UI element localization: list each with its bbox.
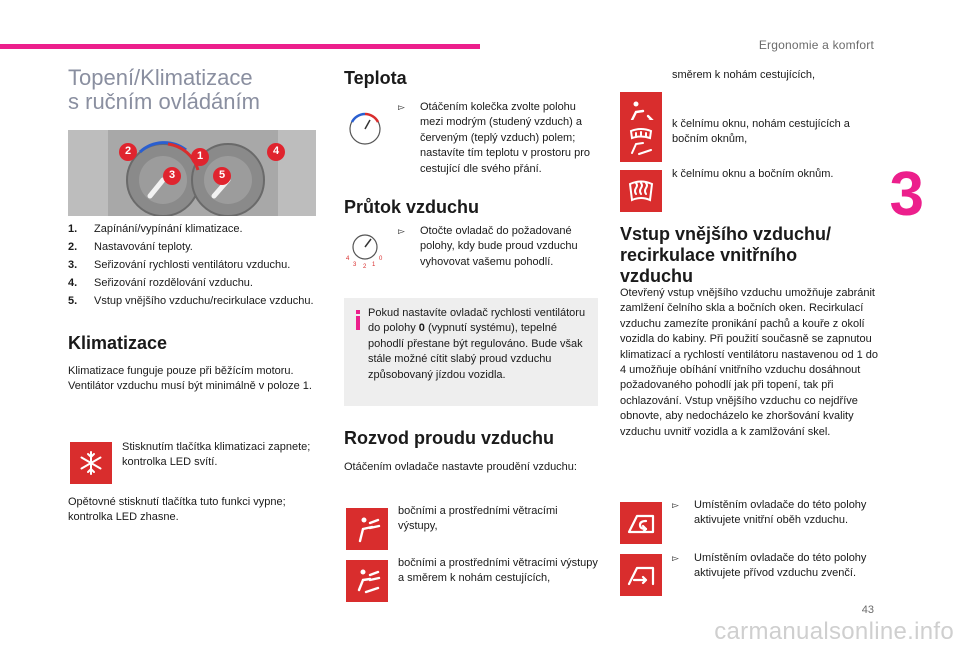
distribution-heading: Rozvod proudu vzduchu xyxy=(344,428,554,448)
recirculation-heading: Vstup vnějšího vzduchu/ recirkulace vnitřního vzduchu xyxy=(620,224,832,286)
defrost-icon xyxy=(620,170,662,212)
airflow-instruction: ▻ Otočte ovladač do požadované polohy, kdy bude proud vzduchu vyhovovat vašemu pohodlí. xyxy=(398,225,578,268)
bullet-marker-icon: ▻ xyxy=(398,102,405,112)
ac-off-text: Opětovné stisknutí tlačítka tuto funkci vypne; kontrolka LED zhasne. xyxy=(68,496,286,524)
airflow-heading: Průtok vzduchu xyxy=(344,197,480,217)
distribution-option-text: směrem k nohám cestujících, xyxy=(672,69,816,81)
ac-button-text: Stisknutím tlačítka klimatizaci zapnete; kontrolka LED svítí. xyxy=(122,441,311,469)
recirculation-icon xyxy=(620,502,662,544)
control-legend xyxy=(68,222,318,312)
fan-speed-dial-icon: 4 3 2 1 0 xyxy=(344,228,386,270)
distribution-option-text: k čelnímu oknu, nohám cestujících a bočním oknům, xyxy=(672,118,850,146)
snowflake-icon xyxy=(70,442,112,484)
ac-paragraph: Klimatizace funguje pouze při běžícím motoru. Ventilátor vzduchu musí být minimálně v poloze 1. xyxy=(68,365,312,393)
bullet-marker-icon: ▻ xyxy=(398,226,405,236)
photo-marker: 3 xyxy=(168,169,176,181)
temperature-heading: Teplota xyxy=(344,68,407,88)
fresh-air-icon xyxy=(620,554,662,596)
watermark: carmanualsonline.info xyxy=(714,618,954,645)
distribution-option-text: bočními a prostředními větracími výstupy, xyxy=(398,505,558,533)
distribution-paragraph: Otáčením ovladače nastavte proudění vzduchu: xyxy=(344,461,577,473)
control-panel-photo xyxy=(68,130,316,216)
face-feet-icon xyxy=(346,560,388,602)
list-item: 4. Seřizování rozdělování vzduchu. xyxy=(68,277,253,289)
bullet-marker-icon: ▻ xyxy=(672,500,679,510)
bullet-marker-icon: ▻ xyxy=(672,553,679,563)
ac-heading: Klimatizace xyxy=(68,333,168,353)
header-accent-bar xyxy=(0,44,480,49)
section-title: Ergonomie a komfort xyxy=(758,38,874,52)
info-icon xyxy=(354,310,362,330)
photo-marker: 1 xyxy=(196,150,204,162)
distribution-option-text: bočními a prostředními větracími výstupy a směrem k nohám cestujících, xyxy=(398,557,598,585)
temperature-dial-icon xyxy=(344,108,386,150)
fresh-air-instruction: ▻ Umístěním ovladače do této polohy aktivujete přívod vzduchu zvenčí. xyxy=(672,552,867,580)
page-number: 43 xyxy=(861,604,874,616)
recirculation-instruction: ▻ Umístěním ovladače do této polohy aktivujete vnitřní oběh vzduchu. xyxy=(672,499,867,527)
temperature-instruction: ▻ Otáčením kolečka zvolte polohu mezi modrým (studený vzduch) a červeným (teplý vzduch) polem; nastavíte tím teplotu v prostoru pro cestující dle svého přání. xyxy=(398,101,590,175)
photo-marker: 2 xyxy=(124,145,132,157)
list-item: 1. Zapínání/vypínání klimatizace. xyxy=(68,223,243,235)
page-title: Topení/Klimatizace s ručním ovládáním xyxy=(68,65,260,114)
distribution-option-text: k čelnímu oknu a bočním oknům. xyxy=(672,168,834,180)
photo-marker: 5 xyxy=(218,169,226,181)
photo-marker: 4 xyxy=(272,145,280,157)
face-vents-icon xyxy=(346,508,388,550)
info-note: Pokud nastavíte ovladač rychlosti ventilátoru do polohy 0 (vypnutí systému), tepelné pohodlí přestane být regulováno. Bude však stále možné cítit slabý proud vzduchu způsobovaný jízdou vozidla. xyxy=(344,298,598,406)
list-item: 3. Seřizování rychlosti ventilátoru vzduchu. xyxy=(68,259,291,271)
chapter-number: 3 xyxy=(889,160,924,229)
recirculation-paragraph: Otevřený vstup vnějšího vzduchu umožňuje zabránit zamlžení čelního skla a bočních oken. Recirkulací vzduchu zamezíte pronikání pachů a kouře z okolí vozidla do kabiny. Při použití současně se zapnutou klimatizací a rychlostí ventilátoru nastavenou od 1 do 4 umožňuje obíhání vnitřního vzduchu dosáhnout požadovaného pohodlí jak při topení, tak při ochlazování. Vstup vnějšího vzduchu co nejdříve obnovte, aby nedocházelo ke zhoršování kvality vzduchu uvnitř vozidla a k zamlžování skel. xyxy=(620,287,879,438)
list-item: 5. Vstup vnějšího vzduchu/recirkulace vzduchu. xyxy=(68,295,314,307)
windscreen-feet-icon xyxy=(620,120,662,162)
list-item: 2. Nastavování teploty. xyxy=(68,241,193,253)
